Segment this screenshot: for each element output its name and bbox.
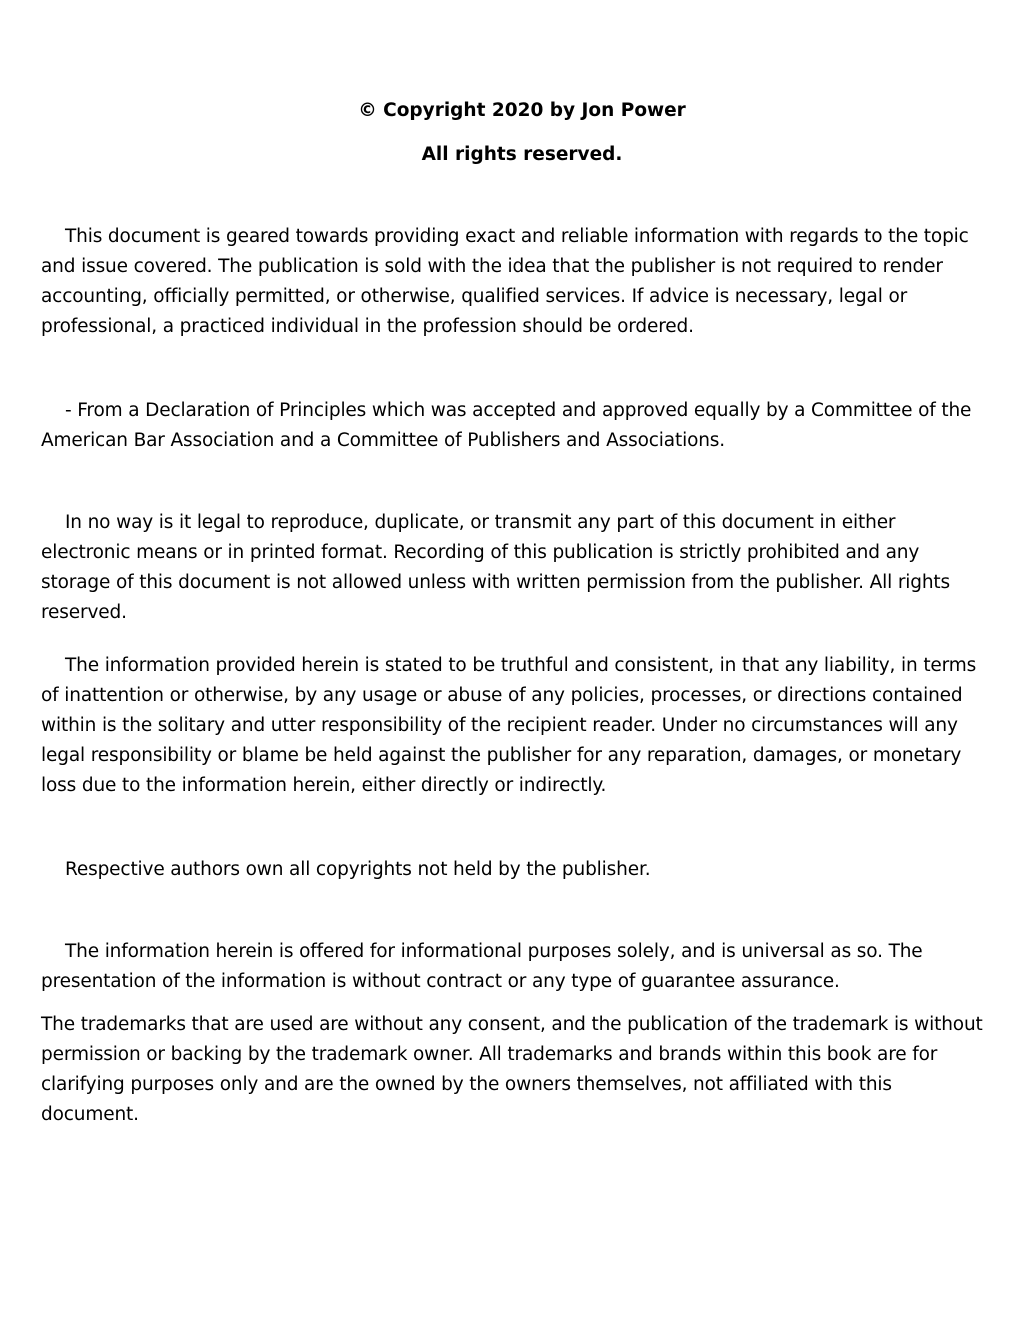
reproduction-paragraph: In no way is it legal to reproduce, duplicate, or transmit any part of this document in either electronic means or in printed format. Recording of this publication is strictly prohibited and any storage of this document is not allowed unless with written permission from the publisher. All rights reserved. — [41, 512, 951, 623]
trademarks-paragraph: The trademarks that are used are without any consent, and the publication of the trademark is without permission or backing by the trademark owner. All trademarks and brands within this book are for clarifying purposes only and are the owned by the owners themselves, not affiliated with this document. — [41, 1014, 983, 1125]
declaration-paragraph: - From a Declaration of Principles which was accepted and approved equally by a Committee of the American Bar Association and a Committee of Publishers and Associations. — [41, 400, 972, 451]
copyright-notice: © Copyright 2020 by Jon Power — [358, 100, 686, 121]
informational-purposes-paragraph: The information herein is offered for informational purposes solely, and is universal as so. The presentation of the information is without contract or any type of guarantee assurance. — [41, 941, 923, 992]
rights-reserved-notice: All rights reserved. — [421, 144, 623, 165]
authors-copyright-paragraph: Respective authors own all copyrights not held by the publisher. — [65, 859, 651, 880]
liability-paragraph: The information provided herein is stated to be truthful and consistent, in that any liability, in terms of inattention or otherwise, by any usage or abuse of any policies, processes, or directions contained within is the solitary and utter responsibility of the recipient reader. Under no circumstances will any legal responsibility or blame be held against the publisher for any reparation, damages, or monetary loss due to the information herein, either directly or indirectly. — [41, 655, 977, 796]
disclaimer-paragraph: This document is geared towards providing exact and reliable information with regards to the topic and issue covered. The publication is sold with the idea that the publisher is not required to render accounting, officially permitted, or otherwise, qualified services. If advice is necessary, legal or professional, a practiced individual in the profession should be ordered. — [41, 226, 969, 337]
